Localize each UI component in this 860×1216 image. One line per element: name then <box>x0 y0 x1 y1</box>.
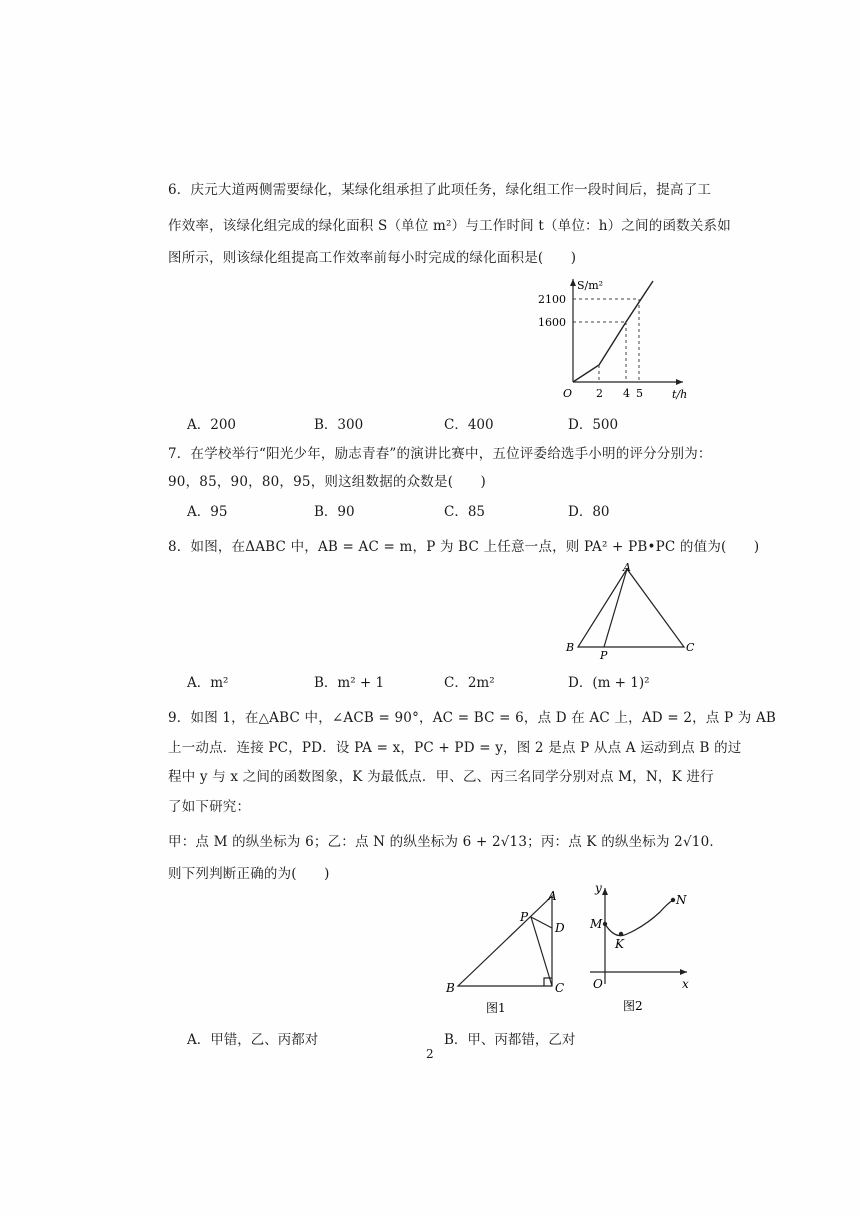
origin-label: O <box>563 387 573 400</box>
label-x: x <box>682 977 689 991</box>
q8-option-c[interactable]: C．2m² <box>444 675 495 691</box>
x-axis-arrow <box>680 969 687 975</box>
label-c: C <box>555 981 565 995</box>
q6-text-line-1: 6．庆元大道两侧需要绿化，某绿化组承担了此项任务，绿化组工作一段时间后，提高了工 <box>168 182 712 198</box>
label-n: N <box>676 893 687 907</box>
q9-option-a[interactable]: A．甲错，乙、丙都对 <box>187 1032 319 1048</box>
q7-option-a[interactable]: A．95 <box>187 504 228 520</box>
q8-option-b[interactable]: B．m² + 1 <box>314 675 385 691</box>
label-k: K <box>615 937 624 951</box>
q6-option-c[interactable]: C．400 <box>444 417 494 433</box>
segment-ap <box>604 569 627 647</box>
point-m <box>603 922 607 926</box>
point-k <box>619 932 623 936</box>
x-axis-arrow <box>676 379 683 385</box>
q8-option-d[interactable]: D．(m + 1)² <box>568 675 650 691</box>
x-tick-2: 2 <box>596 387 603 400</box>
q9-figure-2 <box>585 882 695 1012</box>
q6-option-d[interactable]: D．500 <box>568 417 619 433</box>
label-p: P <box>600 649 608 662</box>
point-n <box>671 898 675 902</box>
q6-function-graph <box>535 275 695 405</box>
graph-line <box>573 281 653 382</box>
label-m: M <box>590 917 603 931</box>
q7-option-b[interactable]: B．90 <box>314 504 355 520</box>
label-d: D <box>555 921 565 935</box>
y-axis-label: S/m² <box>577 279 604 292</box>
y-axis-arrow <box>602 888 608 895</box>
q8-text-line-1: 8．如图，在ΔABC 中，AB = AC = m，P 为 BC 上任意一点，则 PA² + PB•PC 的值为( ) <box>168 539 760 555</box>
page-number: 2 <box>426 1047 434 1061</box>
q9-figure-1 <box>440 888 580 1018</box>
x-axis-label: t/h <box>672 388 688 401</box>
q9-text-line-1: 9．如图 1，在△ABC 中，∠ACB = 90°，AC = BC = 6，点 D 在 AC 上，AD = 2，点 P 为 AB <box>168 710 777 726</box>
label-c: C <box>686 641 695 654</box>
q9-text-line-3: 程中 y 与 x 之间的函数图象，K 为最低点．甲、乙、丙三名同学分别对点 M，N，K 进行 <box>168 769 714 785</box>
label-y: y <box>595 882 602 895</box>
q9-option-b[interactable]: B．甲、丙都错，乙对 <box>444 1032 576 1048</box>
label-p: P <box>520 910 529 924</box>
label-a: A <box>548 889 557 903</box>
q9-text-line-2: 上一动点．连接 PC，PD．设 PA = x，PC + PD = y，图 2 是点 P 从点 A 运动到点 B 的过 <box>168 740 742 756</box>
label-a: A <box>623 563 631 574</box>
figure-1-caption: 图1 <box>486 1001 506 1015</box>
q8-option-a[interactable]: A．m² <box>187 675 229 691</box>
label-b: B <box>566 641 575 654</box>
y-axis-arrow <box>570 279 576 286</box>
q9-text-line-4: 了如下研究： <box>168 799 251 815</box>
q7-option-c[interactable]: C．85 <box>444 504 486 520</box>
label-b: B <box>446 981 455 995</box>
q9-text-line-6: 则下列判断正确的为( ) <box>168 866 330 882</box>
x-tick-5: 5 <box>636 387 643 400</box>
function-curve <box>605 900 673 936</box>
triangle-abc <box>578 569 684 647</box>
q6-option-b[interactable]: B．300 <box>314 417 364 433</box>
q9-text-line-5: 甲：点 M 的纵坐标为 6；乙：点 N 的纵坐标为 6 + 2√13；丙：点 K 的纵坐标为 2√10． <box>168 834 724 850</box>
q8-triangle-figure <box>560 563 700 663</box>
q6-text-line-3: 图所示，则该绿化组提高工作效率前每小时完成的绿化面积是( ) <box>168 250 577 266</box>
figure-2-caption: 图2 <box>623 999 643 1012</box>
x-tick-4: 4 <box>623 387 630 400</box>
q7-option-d[interactable]: D．80 <box>568 504 610 520</box>
y-tick-2100: 2100 <box>538 293 566 306</box>
label-o: O <box>593 977 603 991</box>
q6-text-line-2: 作效率，该绿化组完成的绿化面积 S（单位 m²）与工作时间 t（单位：h）之间的函数关系如 <box>168 218 731 234</box>
segment-pc <box>531 917 552 986</box>
y-tick-1600: 1600 <box>538 316 566 329</box>
q7-text-line-2: 90，85，90，80，95，则这组数据的众数是( ) <box>168 474 487 490</box>
q7-text-line-1: 7．在学校举行“阳光少年，励志青春”的演讲比赛中，五位评委给选手小明的评分分别为： <box>168 446 712 462</box>
q6-option-a[interactable]: A．200 <box>187 417 237 433</box>
